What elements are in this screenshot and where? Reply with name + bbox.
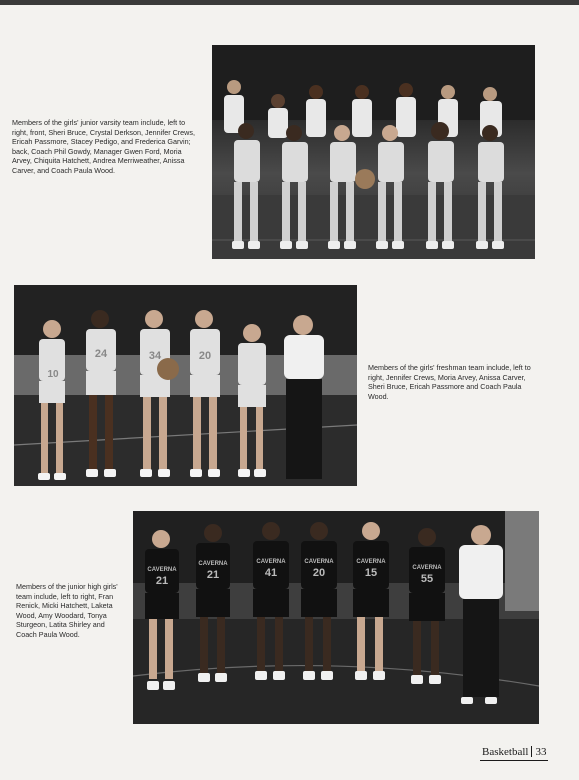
freshman-jersey-number: 34 [148,350,162,362]
folio-separator [531,746,532,757]
freshman-jersey-number: 10 [47,369,59,380]
section-name: Basketball [482,746,529,758]
junior-high-jersey-number: 41 [264,567,278,579]
junior-high-jersey-number: 21 [206,569,220,581]
junior-high-caption: Members of the junior high girls' team include, left to right, Fran Renick, Micki Hatchett, Laketa Wood, Amy Woodard, Tonya Sturgeon, Latita Shirley and Coach Paula Wood. [16,582,118,639]
junior-high-jersey-number: 55 [420,573,434,585]
jersey-lettering: CAVERNA [412,565,442,571]
jersey-lettering: CAVERNA [304,559,334,565]
junior-high-jersey-number: 20 [312,567,326,579]
page-folio [482,746,546,758]
junior-varsity-team-photo [212,45,535,259]
page-number: 33 [535,746,547,758]
freshman-jersey-number: 20 [198,350,212,362]
junior-high-jersey-number: 21 [155,575,169,587]
folio-underline [480,760,548,761]
junior-varsity-caption: Members of the girls' junior varsity team include, left to right, front, Sheri Bruce, Crystal Derkson, Jennifer Crews, Ericah Passmore, Stacey Pedigo, and Frederica Garvin; back, Coach Phil Gowdy, Manager Gwen Ford, Moria Arvey, Chiquita Hatchett, Andrea Merriweather, Anissa Carver, and Coach Paula Wood. [12,118,195,175]
jersey-lettering: CAVERNA [256,559,286,565]
freshman-caption: Members of the girls' freshman team include, left to right, Jennifer Crews, Moria Arvey, Anissa Carver, Sheri Bruce, Ericah Passmore and Coach Paula Wood. [368,363,531,401]
junior-high-jersey-number: 15 [364,567,378,579]
jersey-lettering: CAVERNA [147,567,177,573]
page-top-edge [0,0,579,5]
jersey-lettering: CAVERNA [198,561,228,567]
jersey-lettering: CAVERNA [356,559,386,565]
freshman-jersey-number: 24 [94,348,108,360]
freshman-team-photo [14,285,357,486]
junior-high-team-photo [133,511,539,724]
